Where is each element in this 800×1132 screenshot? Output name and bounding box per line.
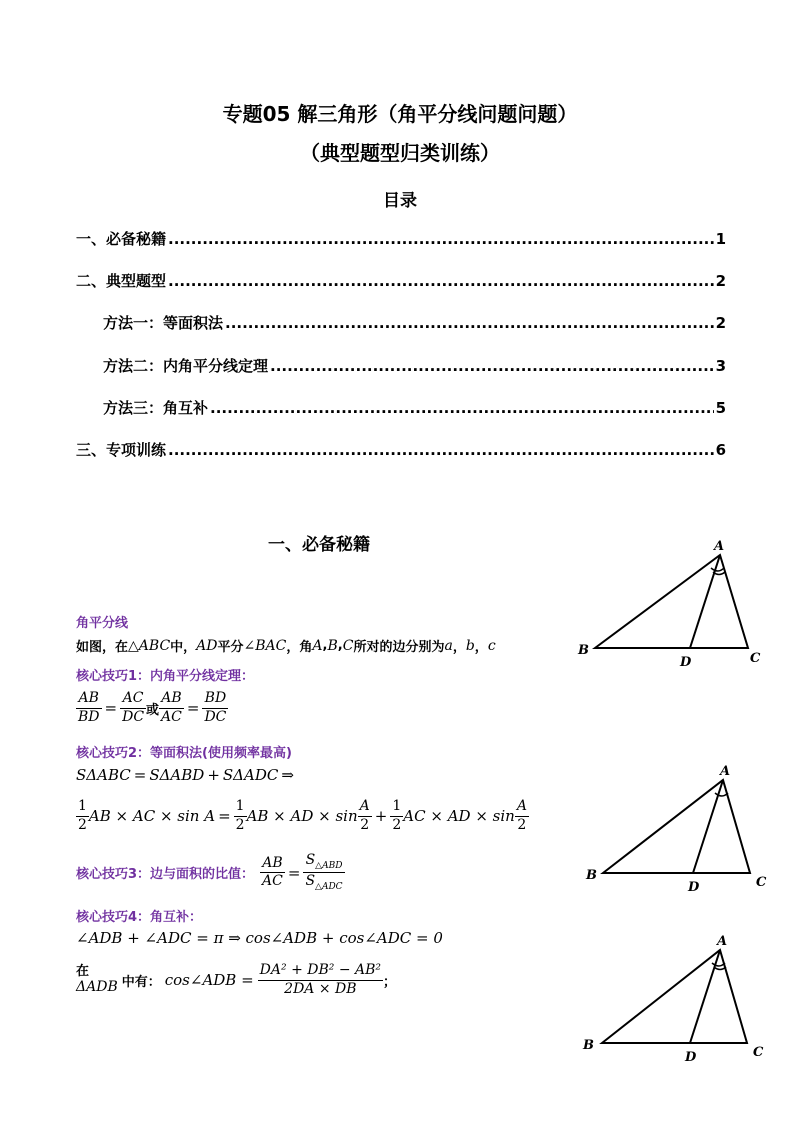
vertex-label: B <box>583 1038 594 1053</box>
fraction: $\frac{1}{2}$ <box>78 798 87 833</box>
tip2-label: 核心技巧2：等面积法(使用频率最高) <box>76 746 292 761</box>
intro-text: 平分 <box>217 640 244 655</box>
vertex-label: B <box>578 643 589 658</box>
bisector-line <box>690 950 720 1043</box>
intro-line: 如图，在 △ABC 中， AD 平分 ∠BAC ，角 A , B , C 所对的边分别为 a ， b ， c <box>76 637 496 655</box>
triangle-figure <box>570 530 770 670</box>
fraction: $\frac{\text{DA² + DB² − AB²}}{2DA \times DB}$ <box>259 962 382 997</box>
triangle-figure <box>578 755 778 895</box>
fraction: $\frac{1}{2}$ <box>392 798 402 833</box>
fraction: $\frac{AC}{DC}$ <box>122 690 145 725</box>
fraction: $\frac{AB}{BD}$ <box>78 690 100 725</box>
angle-arc <box>711 568 724 571</box>
vertex-label: C <box>756 875 767 890</box>
toc-item-page: 2 <box>715 272 726 290</box>
fraction: $\frac{AB}{AC}$ <box>161 690 182 725</box>
toc-item[interactable] <box>76 439 726 460</box>
intro-vertex: B <box>327 637 338 654</box>
vertex-label: C <box>750 651 761 666</box>
toc-leader <box>225 314 714 332</box>
intro-vertex: A <box>312 637 323 654</box>
intro-segment: AD <box>196 637 218 654</box>
toc-item-page: 1 <box>715 230 726 248</box>
intro-side: c <box>487 637 496 654</box>
intro-side: a <box>444 637 453 654</box>
toc-item-page: 5 <box>715 399 726 417</box>
vertex-label: D <box>680 655 692 670</box>
page-title: 专题05 解三角形（角平分线问题问题） <box>222 102 578 126</box>
fraction: $\frac{1}{2}$ <box>235 798 245 833</box>
tip4-cosine-line: 在 ΔADB 中有： cos∠ADB = $\frac{\text{DA² + DB² − AB²}}{2DA \times DB}$ ； <box>76 962 397 997</box>
toc-item[interactable] <box>103 355 726 376</box>
vertex-label: D <box>685 1050 697 1065</box>
section-heading: 一、必备秘籍 <box>268 535 370 555</box>
tip3-line: 核心技巧3：边与面积的比值： $\frac{AB}{AC}$ = $\frac{S_{\triangle ABD}}{S_{\triangle ADC}}$ <box>76 852 343 892</box>
toc-item-label: 方法二：内角平分线定理 <box>103 357 269 375</box>
toc-item-label: 一、必备秘籍 <box>76 230 167 248</box>
tip4-equation: ∠ADB + ∠ADC = π ⇒ cos∠ADB + cos∠ADC = 0 <box>76 929 443 947</box>
fraction: $\frac{BD}{DC}$ <box>204 690 227 725</box>
or-text: 或 <box>146 702 160 718</box>
tip1-label: 核心技巧1：内角平分线定理： <box>76 669 255 684</box>
triangle-shape <box>595 555 748 648</box>
tip2-sine-eq: $\frac{1}{2}$ AB × AC × sin A = $\frac{1}{2}$ AB × AD × sin $\frac{A}{2}$ + $\frac{1}{2}$ AC × AD × sin $\frac{A}{2}$ <box>78 798 527 833</box>
toc-leader <box>168 272 714 290</box>
toc-item-label: 方法三：角互补 <box>103 399 209 417</box>
intro-side: b <box>465 637 475 654</box>
toc-item[interactable] <box>76 270 726 291</box>
toc-item-page: 2 <box>715 314 726 332</box>
tip3-label: 核心技巧3：边与面积的比值： <box>76 867 255 883</box>
page-subtitle: （典型题型归类训练） <box>300 141 500 165</box>
intro-angle: ∠BAC <box>243 637 287 654</box>
toc-leader <box>168 441 714 459</box>
toc-leader <box>210 399 714 417</box>
toc-item-page: 3 <box>715 357 726 375</box>
toc-item[interactable] <box>76 228 726 249</box>
vertex-label: A <box>714 539 725 554</box>
intro-vertex: C <box>342 637 354 654</box>
vertex-label: A <box>720 764 731 779</box>
bisector-line <box>690 555 720 648</box>
tip4-label: 核心技巧4：角互补： <box>76 910 203 925</box>
triangle-shape <box>602 950 747 1043</box>
fraction: $\frac{S_{\triangle ABD}}{S_{\triangle ADC}}$ <box>305 852 343 892</box>
vertex-label: B <box>586 868 597 883</box>
intro-text: 如图，在 <box>76 640 129 655</box>
intro-text: 所对的边分别为 <box>353 640 445 655</box>
fraction: $\frac{A}{2}$ <box>516 798 527 833</box>
tip1-formula: $\frac{AB}{BD}$ = $\frac{AC}{DC}$ 或 $\frac{AB}{AC}$ = $\frac{BD}{DC}$ <box>78 690 227 725</box>
toc-item-label: 二、典型题型 <box>76 272 167 290</box>
bisector-line <box>693 780 723 873</box>
triangle-figure <box>575 925 775 1065</box>
intro-text: ，角 <box>286 640 313 655</box>
vertex-label: D <box>688 880 700 895</box>
toc-item[interactable] <box>103 397 726 418</box>
toc-item[interactable] <box>103 312 726 333</box>
vertex-label: C <box>753 1045 764 1060</box>
vertex-label: A <box>717 934 728 949</box>
toc-item-label: 三、专项训练 <box>76 441 167 459</box>
fraction: $\frac{AB}{AC}$ <box>262 854 283 890</box>
toc-leader <box>168 230 714 248</box>
toc-item-page: 6 <box>715 441 726 459</box>
toc-heading: 目录 <box>383 191 417 211</box>
toc-item-label: 方法一：等面积法 <box>103 314 224 332</box>
fraction: $\frac{A}{2}$ <box>359 798 370 833</box>
topic-label: 角平分线 <box>76 616 129 631</box>
tip2-area-eq: S ΔABC = S ΔABD + S ΔADC ⇒ <box>76 766 294 784</box>
toc-leader <box>270 357 714 375</box>
intro-text: 中， <box>170 640 197 655</box>
intro-triangle: △ABC <box>128 637 171 654</box>
